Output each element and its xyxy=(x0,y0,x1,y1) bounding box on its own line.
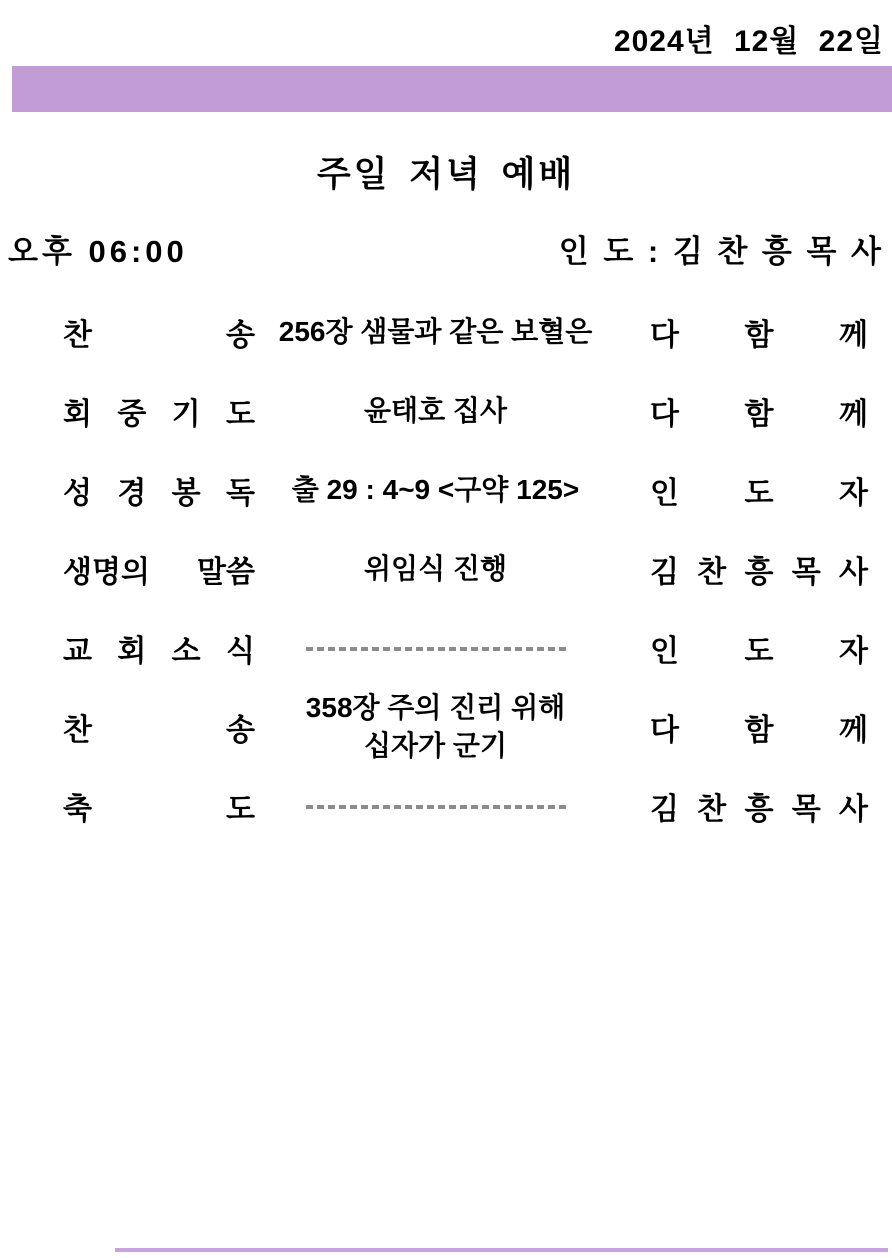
service-time: 오후 06:00 xyxy=(8,234,188,269)
service-info-line xyxy=(8,226,884,271)
dashed-separator xyxy=(306,647,566,651)
dashed-separator xyxy=(306,805,566,809)
top-accent-bar xyxy=(12,66,892,112)
row-performer: 다 함 께 xyxy=(650,318,868,352)
row-content-line1: 358장 주의 진리 위해 xyxy=(305,691,566,723)
row-content xyxy=(255,629,650,667)
row-performer: 인 도 자 xyxy=(650,634,868,668)
worship-row-benediction xyxy=(0,766,892,845)
order-of-worship xyxy=(0,292,892,845)
row-item-label: 성 경 봉 독 xyxy=(63,476,255,510)
row-item-label: 생명의 말씀 xyxy=(63,555,255,589)
row-item-label: 교 회 소 식 xyxy=(63,634,255,668)
worship-row-sermon xyxy=(0,529,892,608)
row-item-label: 찬 송 xyxy=(63,713,255,747)
row-content xyxy=(255,689,650,765)
worship-row-congregational-prayer xyxy=(0,371,892,450)
row-content: 출 29 : 4~9 <구약 125> xyxy=(291,473,580,505)
row-content xyxy=(255,787,650,825)
row-performer: 다 함 께 xyxy=(650,713,868,747)
row-content: 윤태호 집사 xyxy=(363,394,508,426)
bulletin-date: 2024년 12월 22일 xyxy=(613,25,884,58)
row-item-label: 찬 송 xyxy=(63,318,255,352)
row-item-label: 회 중 기 도 xyxy=(63,397,255,431)
service-leader: 인 도 : 김 찬 흥 목 사 xyxy=(558,234,884,269)
worship-row-hymn-2 xyxy=(0,687,892,766)
row-content: 256장 샘물과 같은 보혈은 xyxy=(278,315,593,347)
row-content: 위임식 진행 xyxy=(363,552,508,584)
row-content-line2: 십자가 군기 xyxy=(363,729,508,761)
row-item-label: 축 도 xyxy=(63,792,255,826)
worship-row-church-news xyxy=(0,608,892,687)
row-performer: 김 찬 흥 목 사 xyxy=(650,792,868,826)
worship-row-hymn-1 xyxy=(0,292,892,371)
bottom-accent-bar xyxy=(115,1248,888,1252)
row-performer: 김 찬 흥 목 사 xyxy=(650,555,868,589)
page-title: 주일 저녁 예배 xyxy=(316,155,576,194)
worship-row-scripture-reading xyxy=(0,450,892,529)
row-performer: 인 도 자 xyxy=(650,476,868,510)
row-performer: 다 함 께 xyxy=(650,397,868,431)
